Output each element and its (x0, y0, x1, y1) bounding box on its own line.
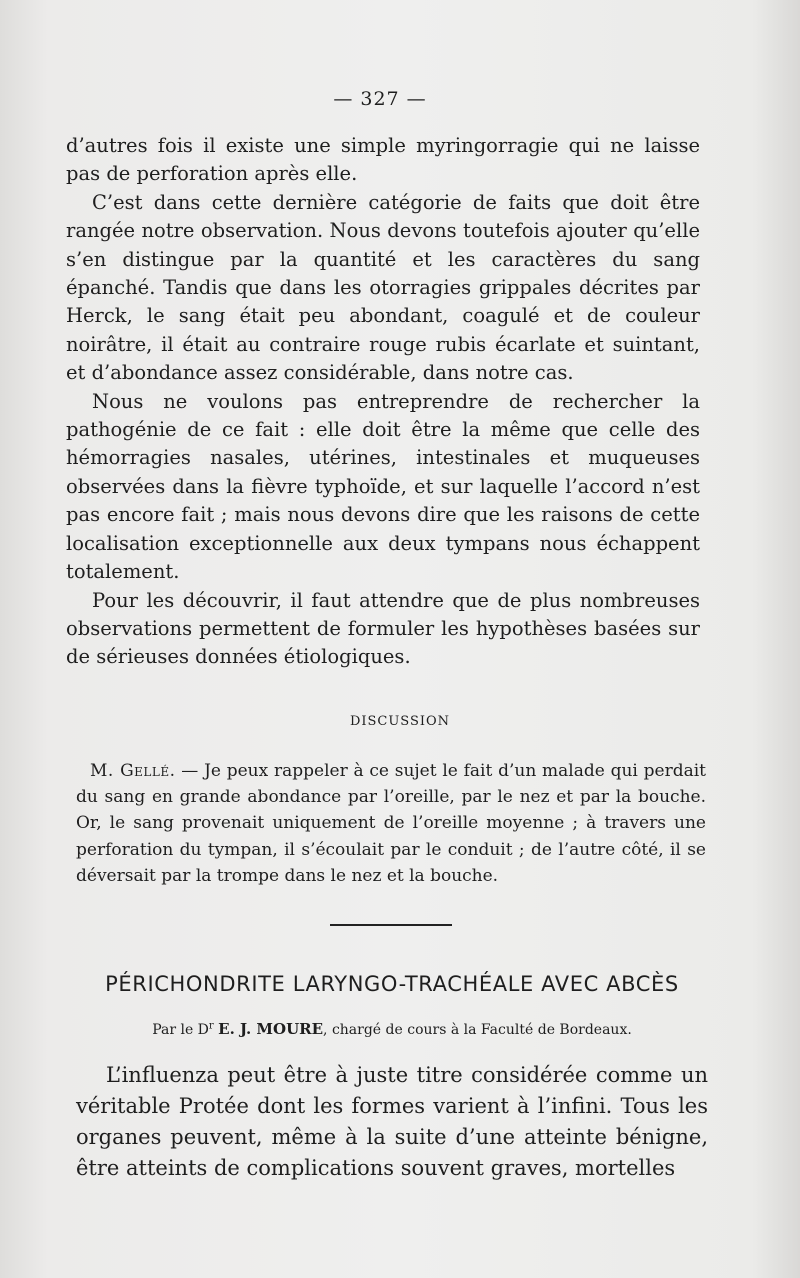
main-text (66, 132, 700, 672)
discussion-paragraph (76, 758, 706, 889)
article-opening-paragraph: L’influenza peut être à juste titre considérée comme un véritable Protée dont les formes varient à l’infini. Tous les organes peuvent, même à la suite d’une atteinte bénigne, être atteints de complications souvent graves, mortelles (76, 1063, 708, 1180)
byline-prefix: Par le D (152, 1022, 209, 1038)
speaker-name: M. Gellé. (90, 761, 176, 781)
article-body (76, 1060, 708, 1184)
paragraph-1: d’autres fois il existe une simple myringorragie qui ne laisse pas de perforation après elle. (66, 134, 700, 186)
article-title: PÉRICHONDRITE LARYNGO-TRACHÉALE AVEC ABCÈS (105, 972, 679, 996)
section-divider (330, 924, 452, 926)
page-number: — 327 — (333, 88, 427, 110)
paragraph-4: Pour les découvrir, il faut attendre que de plus nombreuses observations permettent de formuler les hypothèses basées sur de sérieuses données étiologiques. (66, 588, 700, 669)
discussion-text (76, 758, 706, 889)
article-byline (72, 1020, 712, 1038)
author-name: E. J. MOURE (218, 1020, 324, 1038)
byline-affiliation: , chargé de cours à la Faculté de Bordeaux. (323, 1022, 632, 1038)
discussion-body: — Je peux rappeler à ce sujet le fait d’un malade qui perdait du sang en grande abondance par l’oreille, par le nez et par la bouche. Or, le sang provenait uniquement de l’oreille moyenne ; à travers une perforation du tympan, il s’écoulait par le conduit ; de l’autre côté, il se déversait par la trompe dans le nez et la bouche. (76, 761, 707, 886)
paragraph-3: Nous ne voulons pas entreprendre de rechercher la pathogénie de ce fait : elle doit être la même que celle des hémorragies nasales, utérines, intestinales et muqueuses observées dans la fièvre typhoïde, et sur laquelle l’accord n’est pas encore fait ; mais nous devons dire que les raisons de cette localisation exceptionnelle aux deux tympans nous échappent totalement. (66, 389, 700, 584)
discussion-heading: DISCUSSION (349, 714, 451, 729)
paragraph-2: C’est dans cette dernière catégorie de faits que doit être rangée notre observation. Nous devons toutefois ajouter qu’elle s’en distingue par la quantité et les caractères du sang épanché. Tandis que dans les otorragies grippales décrites par Herck, le sang était peu abondant, coagulé et de couleur noirâtre, il était au contraire rouge rubis écarlate et suintant, et d’abondance assez considérable, dans notre cas. (66, 190, 700, 385)
byline-superscript: r (208, 1020, 214, 1032)
